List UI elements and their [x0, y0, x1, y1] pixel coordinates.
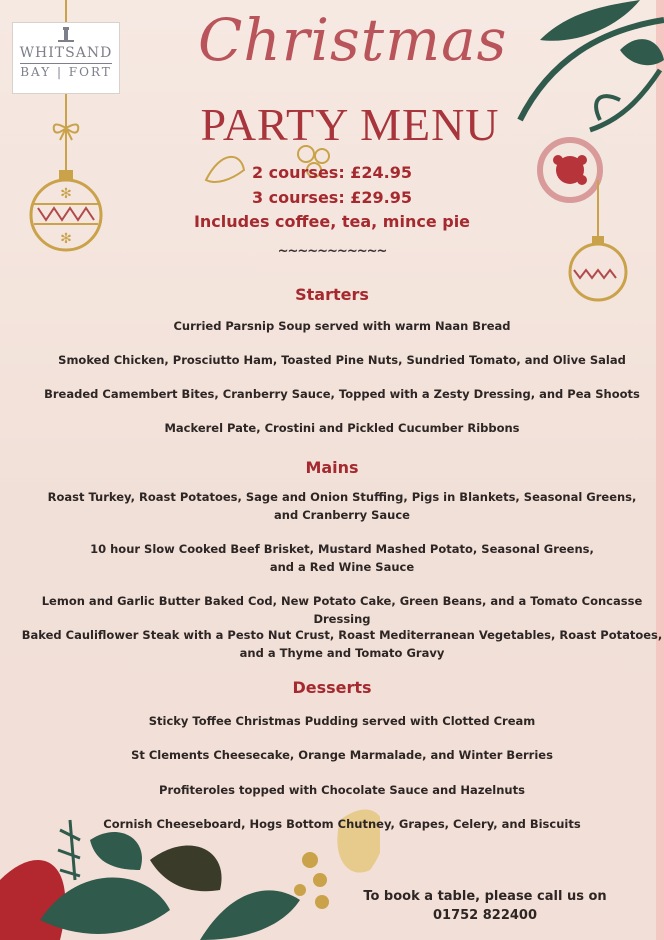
dessert-item: Cornish Cheeseboard, Hogs Bottom Chutney, Grapes, Celery, and Biscuits [103, 817, 581, 831]
main-item-line: and a Red Wine Sauce [269, 560, 415, 574]
main-item-line: Baked Cauliflower Steak with a Pesto Nut Crust, Roast Mediterranean Vegetables, Roast Potatoes, [21, 628, 663, 642]
booking-info [360, 887, 610, 925]
main-item [20, 488, 664, 524]
main-item [20, 540, 664, 576]
title-script: Christmas [198, 6, 508, 74]
main-item [20, 626, 664, 662]
main-item-line: and a Thyme and Tomato Gravy [239, 646, 445, 660]
main-item-line: 10 hour Slow Cooked Beef Brisket, Mustard Mashed Potato, Seasonal Greens, [90, 542, 594, 556]
dessert-item: St Clements Cheesecake, Orange Marmalade, and Winter Berries [131, 748, 553, 762]
mains-heading: Mains [305, 458, 359, 477]
svg-text:✻: ✻ [60, 231, 72, 247]
starter-item: Curried Parsnip Soup served with warm Naan Bread [173, 319, 511, 333]
main-item-line: Roast Turkey, Roast Potatoes, Sage and Onion Stuffing, Pigs in Blankets, Seasonal Greens, [47, 490, 637, 504]
main-item-line: and Cranberry Sauce [274, 508, 410, 522]
price-two-courses: 2 courses: £24.95 [251, 163, 413, 182]
dessert-item: Sticky Toffee Christmas Pudding served with Clotted Cream [148, 714, 536, 728]
main-item [20, 592, 664, 628]
price-includes: Includes coffee, tea, mince pie [193, 212, 471, 231]
desserts-heading: Desserts [292, 678, 372, 697]
starters-heading: Starters [295, 285, 369, 304]
main-item-line: Lemon and Garlic Butter Baked Cod, New Potato Cake, Green Beans, and a Tomato Concasse Dressing [41, 594, 643, 626]
lighthouse-icon [55, 27, 77, 43]
booking-text: To book a table, please call us on [363, 889, 607, 904]
svg-text:✻: ✻ [60, 186, 72, 202]
logo-line2: BAY | FORT [20, 65, 112, 79]
price-three-courses: 3 courses: £29.95 [251, 188, 413, 207]
dessert-item: Profiteroles topped with Chocolate Sauce and Hazelnuts [159, 783, 525, 797]
starter-item: Mackerel Pate, Crostini and Pickled Cucumber Ribbons [164, 421, 520, 435]
divider: ~~~~~~~~~~~ [277, 244, 387, 259]
page-title: PARTY MENU [200, 99, 500, 150]
starter-item: Breaded Camembert Bites, Cranberry Sauce, Topped with a Zesty Dressing, and Pea Shoots [44, 387, 640, 401]
brand-logo [12, 22, 120, 94]
logo-line1: WHITSAND [19, 45, 113, 61]
booking-phone: 01752 822400 [432, 908, 538, 923]
starter-item: Smoked Chicken, Prosciutto Ham, Toasted Pine Nuts, Sundried Tomato, and Olive Salad [58, 353, 626, 367]
